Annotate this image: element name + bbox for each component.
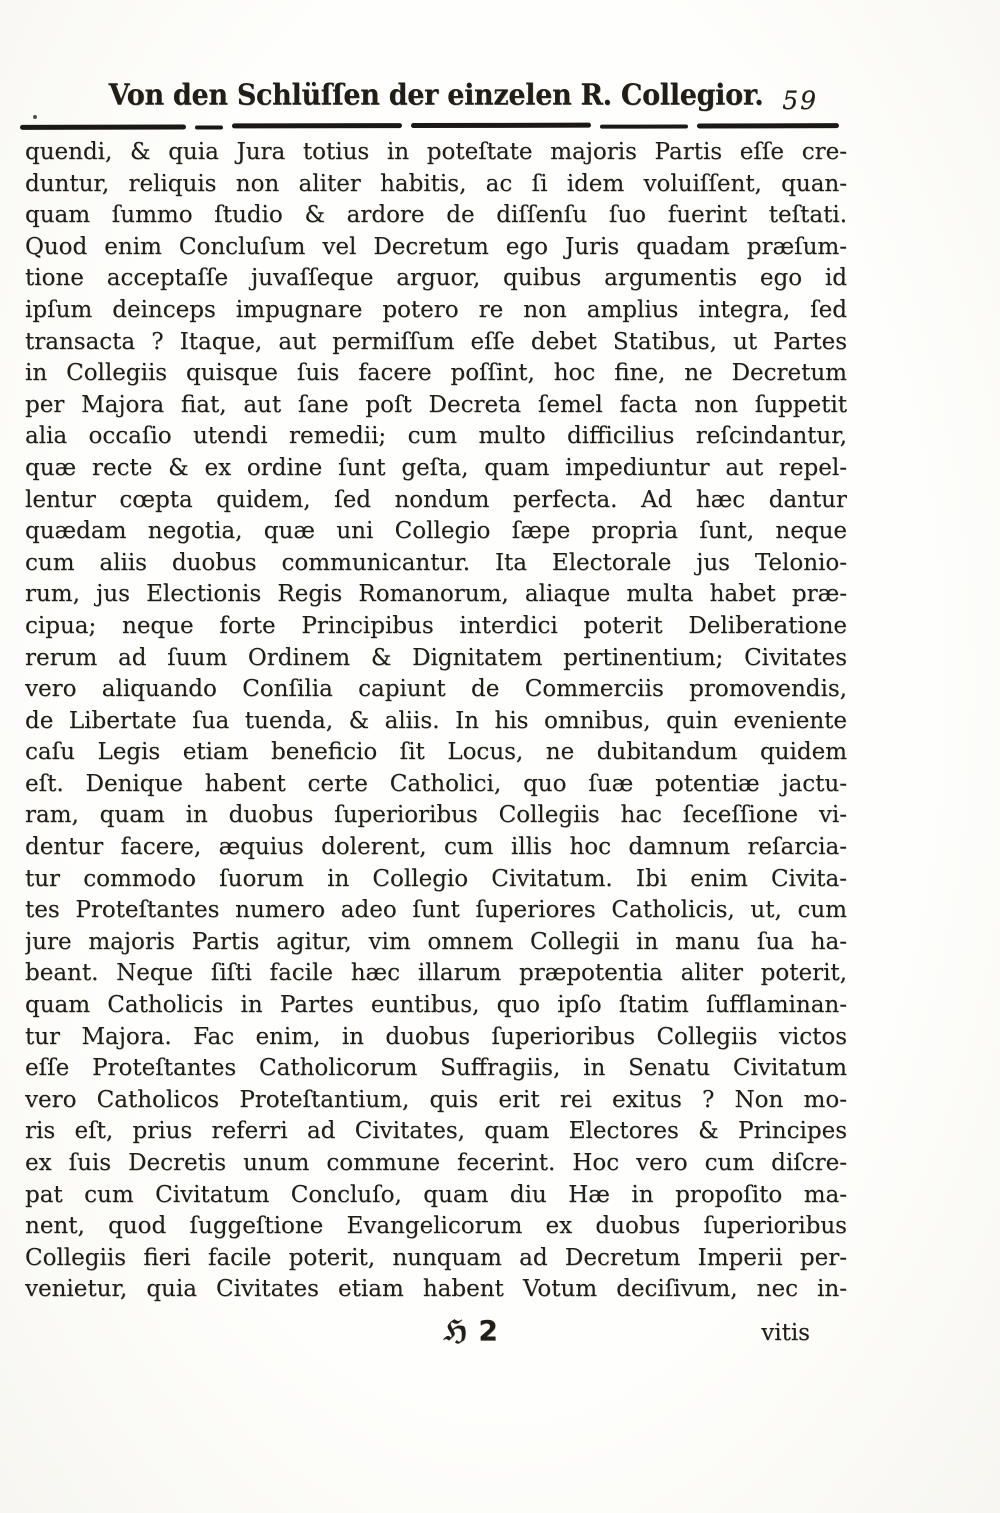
text-line: alia occaſio utendi remedii; cum multo difficilius reſcindantur, [25, 423, 847, 450]
text-line: ris eſt, prius referri ad Civitates, quam Electores & Principes [25, 1118, 847, 1145]
rule-segment [697, 123, 839, 128]
text-line: cipua; neque forte Principibus interdici poterit Deliberatione [25, 612, 847, 639]
text-line: rum, jus Electionis Regis Romanorum, aliaque multa habet præ- [25, 581, 847, 608]
text-line: dentur facere, æquius dolerent, cum illis hoc damnum reſarcia- [25, 834, 847, 861]
text-line: eſt. Denique habent certe Catholici, quo ſuæ potentiæ jactu- [25, 770, 847, 797]
text-line: ram, quam in duobus ſuperioribus Collegiis hac ſeceſſione vi- [25, 802, 847, 829]
text-line: pat cum Civitatum Concluſo, quam diu Hæ in propoſito ma- [25, 1181, 847, 1208]
text-line: lentur cœpta quidem, ſed nondum perfecta. Ad hæc dantur [25, 486, 847, 513]
text-line: nent, quod ſuggeſtione Evangelicorum ex duobus ſuperioribus [25, 1213, 847, 1240]
text-line: tur commodo ſuorum in Collegio Civitatum. Ibi enim Civita- [25, 865, 847, 892]
page-number: 59 [782, 86, 818, 115]
text-line: quam Catholicis in Partes euntibus, quo ipſo ſtatim ſufflaminan- [25, 992, 847, 1019]
running-header [25, 80, 847, 111]
text-line: tur Majora. Fac enim, in duobus ſuperioribus Collegiis victos [25, 1023, 847, 1050]
page-body [25, 137, 847, 1306]
text-line: Collegiis fieri facile poterit, nunquam ad Decretum Imperii per- [25, 1244, 847, 1271]
running-title: Von den Schlüſſen der einzelen R. Collegior. [108, 78, 764, 113]
text-line: transacta ? Itaque, aut permiſſum eſſe debet Statibus, ut Partes [25, 328, 847, 355]
rule-segment [20, 125, 186, 130]
text-line: jure majoris Partis agitur, vim omnem Collegii in manu ſua ha- [25, 928, 847, 955]
text-line: de Libertate ſua tuenda, & aliis. In his omnibus, quin eveniente [25, 707, 847, 734]
header-rule [20, 123, 850, 130]
text-line: quam ſummo ſtudio & ardore de diſſenſu ſuo fuerint teſtati. [25, 202, 847, 229]
text-line: caſu Legis etiam beneficio ſit Locus, ne dubitandum quidem [25, 739, 847, 766]
text-line: quædam negotia, quæ uni Collegio ſæpe propria ſunt, neque [25, 518, 847, 545]
text-line: vero aliquando Conſilia capiunt de Commerciis promovendis, [25, 676, 847, 703]
text-line: quendi, & quia Jura totius in poteſtate majoris Partis eſſe cre- [25, 139, 847, 165]
text-line: in Collegiis quisque ſuis facere poſſint, hoc fine, ne Decretum [25, 360, 847, 387]
text-line: duntur, reliquis non aliter habitis, ac ſi idem voluiſſent, quan- [25, 170, 847, 197]
rule-segment [411, 123, 591, 128]
text-line: ipſum deinceps impugnare potero re non amplius integra, ſed [25, 296, 847, 323]
text-line: cum aliis duobus communicantur. Ita Electorale jus Telonio- [25, 549, 847, 576]
text-line: tes Proteſtantes numero adeo ſunt ſuperiores Catholicis, ut, cum [25, 897, 847, 924]
catchword: vitis [761, 1320, 810, 1346]
rule-segment [600, 124, 688, 128]
text-line: vero Catholicos Proteſtantium, quis erit rei exitus ? Non mo- [25, 1086, 847, 1113]
text-line: rerum ad ſuum Ordinem & Dignitatem pertinentium; Civitates [25, 644, 847, 671]
text-line: quæ recte & ex ordine ſunt geſta, quam impediuntur aut repel- [25, 454, 847, 481]
rule-segment [232, 123, 402, 128]
text-line: per Majora fiat, aut ſane poſt Decreta ſemel facta non ſuppetit [25, 391, 847, 418]
text-line: venietur, quia Civitates etiam habent Votum deciſivum, nec in- [25, 1276, 847, 1303]
text-line: Quod enim Concluſum vel Decretum ego Juris quadam præſum- [25, 233, 847, 260]
signature-mark: ℌ 2 [443, 1314, 498, 1347]
text-line: ex ſuis Decretis unum commune fecerint. Hoc vero cum diſcre- [25, 1150, 847, 1176]
rule-segment [195, 125, 223, 129]
text-line: tione acceptaſſe juvaſſeque arguor, quibus argumentis ego id [25, 265, 847, 292]
text-line: eſſe Proteſtantes Catholicorum Suffragiis, in Senatu Civitatum [25, 1055, 847, 1082]
text-line: beant. Neque ſiſti facile hæc illarum præpotentia aliter poterit, [25, 960, 847, 987]
ink-speck [33, 115, 37, 119]
